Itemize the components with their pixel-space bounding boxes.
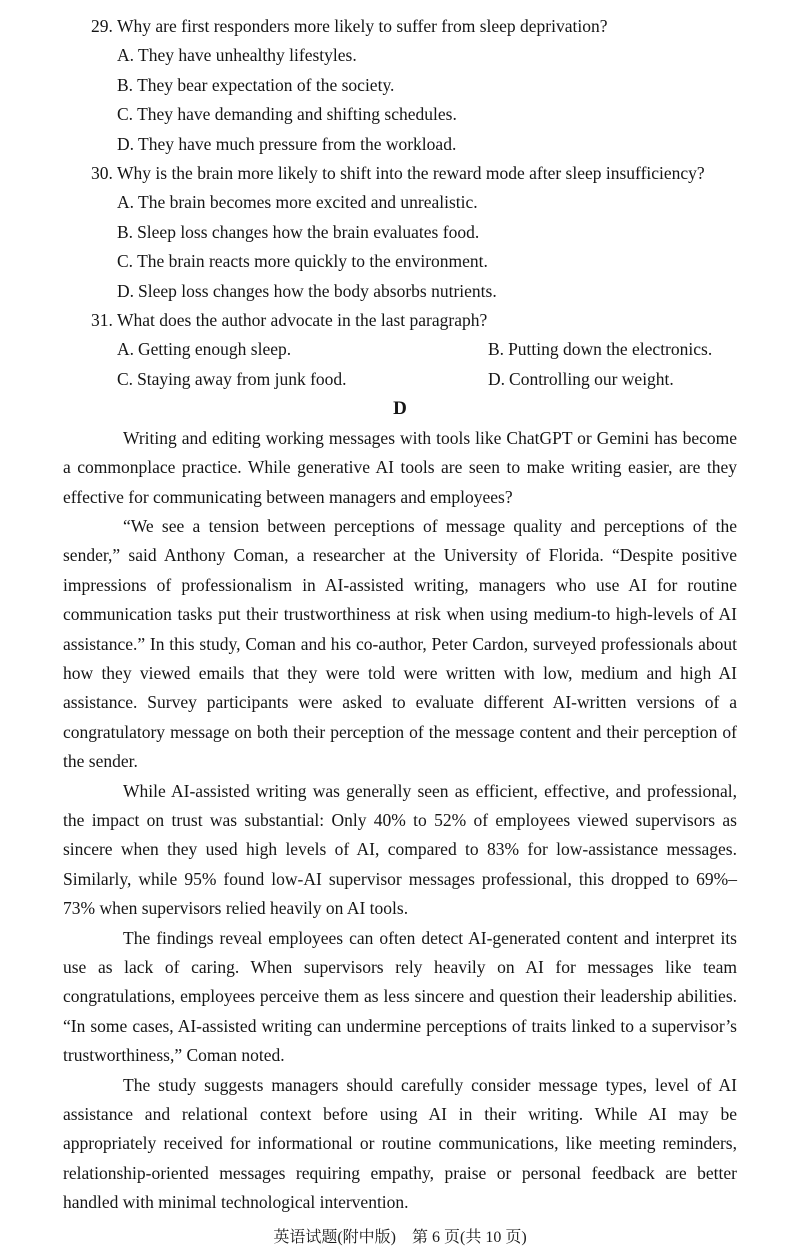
question-31 <box>0 306 800 394</box>
passage-paragraph-2: “We see a tension between perceptions of message quality and perceptions of the sender,” said Anthony Coman, a researcher at the University of Florida. “Despite positive impressions of professionalism in AI-assisted writing, managers who use AI for routine communication tasks put their trustworthiness at risk when using medium-to high-levels of AI assistance.” In this study, Coman and his co-author, Peter Cardon, surveyed professionals about how they viewed emails that they were told were written with low, medium and high AI assistance. Survey participants were asked to evaluate different AI-written versions of a congratulatory message on both their perception of the message content and their perception of the sender. <box>63 515 737 772</box>
question-stem <box>91 12 800 41</box>
option-text: They have unhealthy lifestyles. <box>138 45 357 66</box>
option-29-c <box>117 100 800 129</box>
question-stem <box>91 159 800 188</box>
option-text: Sleep loss changes how the body absorbs nutrients. <box>138 280 497 301</box>
reading-passage <box>0 424 800 1218</box>
questions-section <box>0 0 800 394</box>
option-29-a <box>117 41 800 70</box>
option-text: Staying away from junk food. <box>137 368 347 389</box>
option-grid <box>117 335 800 394</box>
option-label: A. <box>117 45 135 66</box>
page-footer: 英语试题(附中版) 第 6 页(共 10 页) <box>273 1229 527 1246</box>
option-text: Putting down the electronics. <box>508 339 713 360</box>
question-text: What does the author advocate in the last paragraph? <box>117 310 488 331</box>
passage-paragraph-1: Writing and editing working messages with tools like ChatGPT or Gemini has become a commonplace practice. While generative AI tools are seen to make writing easier, are they effective for communicating between managers and employees? <box>63 427 737 507</box>
option-29-b <box>117 71 800 100</box>
option-text: Controlling our weight. <box>509 368 674 389</box>
option-label: D. <box>488 368 506 389</box>
question-text: Why are first responders more likely to suffer from sleep deprivation? <box>117 16 608 36</box>
question-30 <box>0 159 800 306</box>
option-label: A. <box>117 192 135 213</box>
option-30-a <box>117 188 800 217</box>
question-number: 29. <box>91 16 113 36</box>
option-30-c <box>117 247 800 276</box>
option-text: Getting enough sleep. <box>138 339 292 360</box>
passage-paragraph-4: The findings reveal employees can often detect AI-generated content and interpret its use as lack of caring. When supervisors rely heavily on AI for messages like team congratulations, employees perceive them as less sincere and question their leadership abilities. “In some cases, AI-assisted writing can undermine perceptions of traits linked to a supervisor’s trustworthiness,” Coman noted. <box>63 927 737 1066</box>
question-number: 30. <box>91 163 113 184</box>
option-label: C. <box>117 104 134 125</box>
option-31-a <box>117 335 488 364</box>
option-label: B. <box>488 339 505 360</box>
option-30-b <box>117 218 800 247</box>
passage-paragraph-3: While AI-assisted writing was generally seen as efficient, effective, and professional, the impact on trust was substantial: Only 40% to 52% of employees viewed supervisors as sincere when they used high levels of AI, compared to 83% for low-assistance messages. Similarly, while 95% found low-AI supervisor messages professional, this dropped to 69%–73% when supervisors relied heavily on AI tools. <box>63 780 737 919</box>
option-label: C. <box>117 368 134 389</box>
option-label: C. <box>117 251 134 272</box>
question-text: Why is the brain more likely to shift into the reward mode after sleep insufficiency? <box>117 163 705 184</box>
option-label: D. <box>117 280 135 301</box>
option-text: The brain reacts more quickly to the environment. <box>137 251 488 272</box>
option-label: B. <box>117 74 134 95</box>
option-31-d <box>488 365 800 394</box>
option-text: They have much pressure from the workload. <box>138 133 457 154</box>
option-label: B. <box>117 221 134 242</box>
option-text: Sleep loss changes how the brain evaluates food. <box>137 221 480 242</box>
option-text: They bear expectation of the society. <box>137 74 395 95</box>
passage-paragraph-5: The study suggests managers should carefully consider message types, level of AI assistance and relational context before using AI in their writing. While AI may be appropriately received for informational or routine communications, like meeting reminders, relationship-oriented messages requiring empathy, praise or personal feedback are better handled with minimal technological intervention. <box>63 1074 737 1213</box>
option-31-b <box>488 335 800 364</box>
option-29-d <box>117 130 800 159</box>
option-31-c <box>117 365 488 394</box>
option-label: D. <box>117 133 135 154</box>
option-text: The brain becomes more excited and unrealistic. <box>138 192 478 213</box>
question-number: 31. <box>91 310 113 331</box>
option-30-d <box>117 277 800 306</box>
question-stem <box>91 306 800 335</box>
passage-section-heading: D <box>393 398 407 420</box>
question-29 <box>0 12 800 159</box>
option-text: They have demanding and shifting schedules. <box>137 104 457 125</box>
option-label: A. <box>117 339 135 360</box>
